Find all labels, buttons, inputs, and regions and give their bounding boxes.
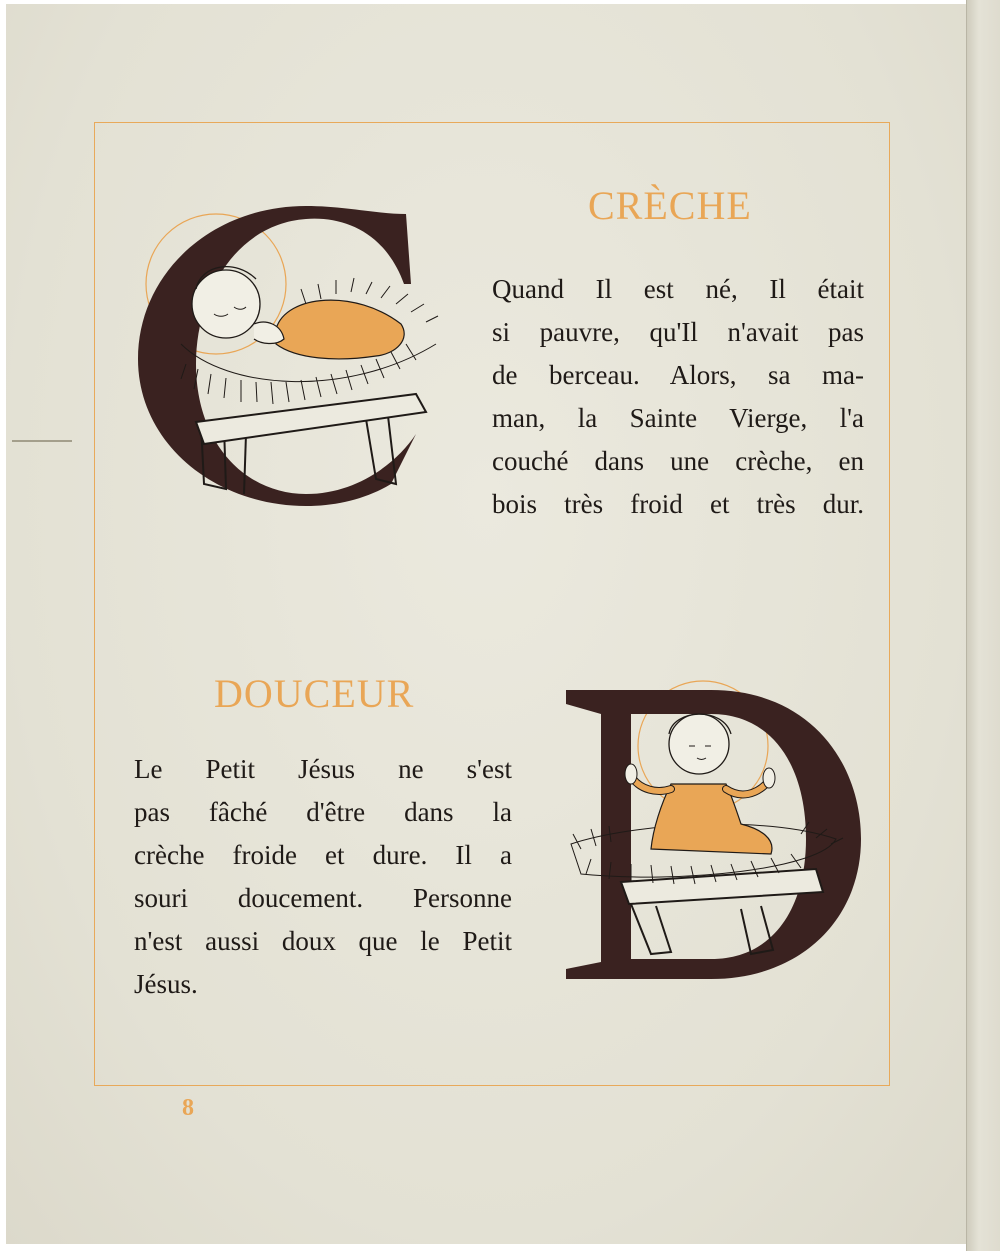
book-page [6,4,966,1244]
text-line: de berceau. Alors, sa ma- [492,360,864,390]
text-line: souri doucement. Personne [134,883,512,913]
text-line: si pauvre, qu'Il n'avait pas [492,317,864,347]
text-line: Le Petit Jésus ne s'est [134,754,512,784]
text-line: man, la Sainte Vierge, l'a [492,403,864,433]
text-line: crèche froide et dure. Il a [134,840,512,870]
text-line: Jésus. [134,969,198,999]
page-tear [12,440,72,442]
text-line: bois très froid et très dur. [492,489,864,519]
text-line: Quand Il est né, Il était [492,274,864,304]
page-number: 8 [182,1095,194,1121]
text-line: pas fâché d'être dans la [134,797,512,827]
heading-douceur: DOUCEUR [214,671,415,716]
text-line: couché dans une crèche, en [492,446,864,476]
letter-d-illustration [561,654,881,989]
paragraph-douceur [134,748,512,1006]
letter-c-illustration [126,194,456,514]
book-spine-next-page [966,0,1000,1251]
paragraph-creche [492,268,864,526]
text-line: n'est aussi doux que le Petit [134,926,512,956]
heading-creche: CRÈCHE [588,183,752,228]
